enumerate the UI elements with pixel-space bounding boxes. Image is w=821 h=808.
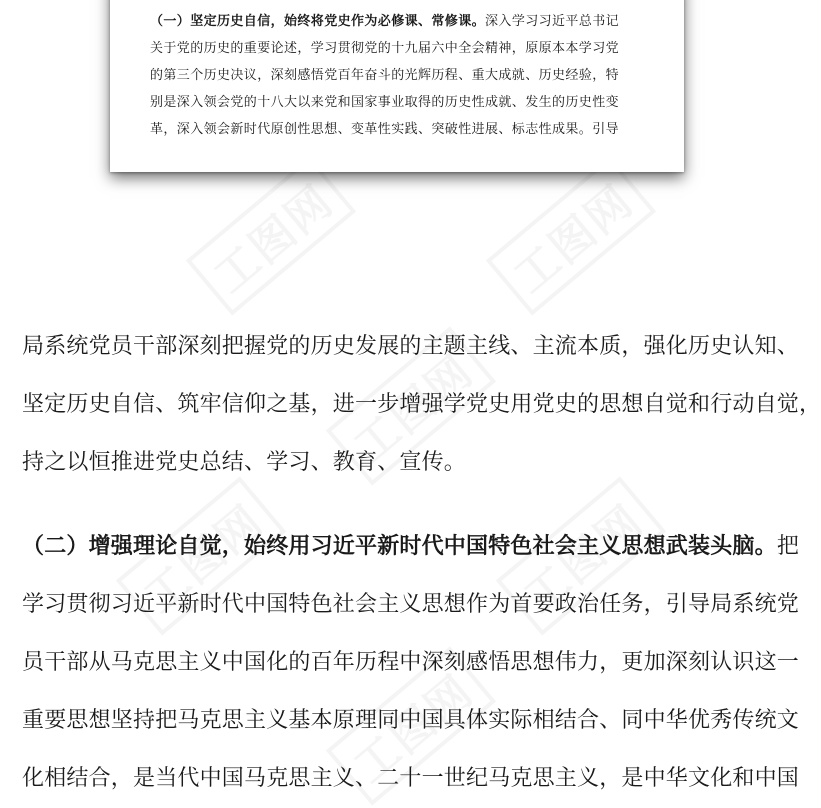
preview-line-text: 深入学习习近平总书记: [485, 14, 620, 29]
body-line-text: 把: [776, 534, 800, 559]
body-paragraph-2: [22, 518, 800, 808]
body-line: 局系统党员干部深刻把握党的历史发展的主题主线、主流本质，强化历史认知、: [22, 334, 800, 359]
preview-line: 革，深入领会新时代原创性思想、变革性实践、突破性进展、标志性成果。引导: [150, 122, 620, 137]
preview-line: 的第三个历史决议，深刻感悟党百年奋斗的光辉历程、重大成就、历史经验，特: [150, 68, 620, 83]
body-line: 持之以恒推进党史总结、学习、教育、宣传。: [22, 450, 467, 475]
preview-line-1: [150, 8, 646, 35]
body-line: 学习贯彻习近平新时代中国特色社会主义思想作为首要政治任务，引导局系统党: [22, 592, 800, 617]
document-preview-card: [110, 0, 684, 172]
watermark: [486, 156, 656, 315]
body-line: 坚定历史自信、筑牢信仰之基，进一步增强学党史用党史的思想自觉和行动自觉，: [22, 392, 821, 417]
body-line: 重要思想坚持把马克思主义基本原理同中国具体实际相结合、同中华优秀传统文: [22, 708, 800, 733]
body-line: [22, 518, 800, 576]
body-paragraph-1: [22, 318, 821, 492]
preview-line: 别是深入领会党的十八大以来党和国家事业取得的历史性成就、发生的历史性变: [150, 95, 620, 110]
watermark: [186, 156, 356, 315]
body-line: 员干部从马克思主义中国化的百年历程中深刻感悟思想伟力，更加深刻认识这一: [22, 650, 800, 675]
section-heading: （二）增强理论自觉，始终用习近平新时代中国特色社会主义思想武装头脑。: [22, 534, 777, 559]
preview-line: 关于党的历史的重要论述，学习贯彻党的十九届六中全会精神，原原本本学习党: [150, 41, 620, 56]
body-line: 化相结合，是当代中国马克思主义、二十一世纪马克思主义，是中华文化和中国: [22, 766, 800, 791]
preview-section-heading: （一）坚定历史自信，始终将党史作为必修课、常修课。: [150, 14, 486, 29]
